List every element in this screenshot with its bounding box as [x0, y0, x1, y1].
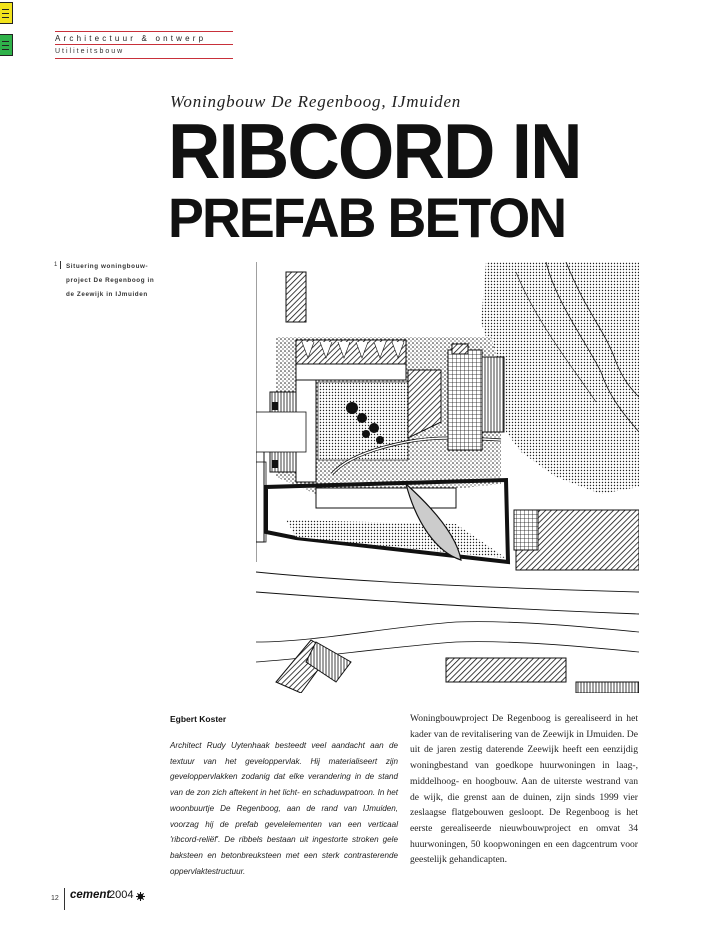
- headline-line-2: PREFAB BETON: [168, 186, 566, 249]
- header-rule-bottom: [55, 58, 233, 59]
- magazine-name: cement: [70, 889, 111, 901]
- site-plan-drawing: [256, 262, 639, 693]
- page-number: 12: [51, 895, 59, 902]
- article-body: Woningbouwproject De Regenboog is gerealiseerd in het kader van de revitalisering van de Zeewijk in IJmuiden. De uit de jaren zestig daterende Zeewijk heeft een eenzijdig woningbestand van goedkope huurwoningen in laag-, middelhoog- en hoogbouw. Aan de uiterste westrand van de wijk, die grenst aan de duinen, zijn sinds 1999 vier zeslaagse flatgebouwen gesloopt. De Regenboog is het eerste gerealiseerde nieuwbouwproject en omvat 34 huurwoningen, 50 koopwoningen en een dagcentrum voor geestelijk gehandicapten.: [410, 713, 638, 866]
- article-intro: Architect Rudy Uytenhaak besteedt veel aandacht aan de textuur van het geveloppervlak. Hij materialiseert zijn geveloppervlakken zodanig dat elke verandering in de stand van de zon zich aftekent in het licht- en schaduwpatroon. In het woonbuurtje De Regenboog, aan de rand van IJmuiden, voorzag hij de prefab gevelelementen van een verticaal 'ribcord-reliëf'. De ribbels bestaan uit ingestorte stroken gele baksteen en betonbreuksteen met een sterk contrasterende oppervlaktestructuur.: [170, 741, 398, 876]
- cement-logo-icon: [136, 892, 145, 901]
- footer-divider: [64, 888, 65, 910]
- header-rule-top: [55, 31, 233, 32]
- section-title: Architectuur & ontwerp: [55, 34, 207, 43]
- margin-tab-yellow: [0, 2, 13, 24]
- issue-year: 2004: [109, 889, 134, 901]
- article-kicker: Woningbouw De Regenboog, IJmuiden: [170, 92, 462, 111]
- caption-divider: [60, 261, 61, 269]
- headline-line-1: RIBCORD IN: [168, 107, 581, 195]
- subsection-title: Utiliteitsbouw: [55, 48, 125, 55]
- article-author: Egbert Koster: [170, 714, 227, 724]
- header-rule-middle: [55, 44, 233, 45]
- figure-number: 1: [54, 262, 58, 268]
- margin-tab-green: [0, 34, 13, 56]
- figure-caption: Situering woningbouw-project De Regenboog in de Zeewijk in IJmuiden: [66, 263, 155, 298]
